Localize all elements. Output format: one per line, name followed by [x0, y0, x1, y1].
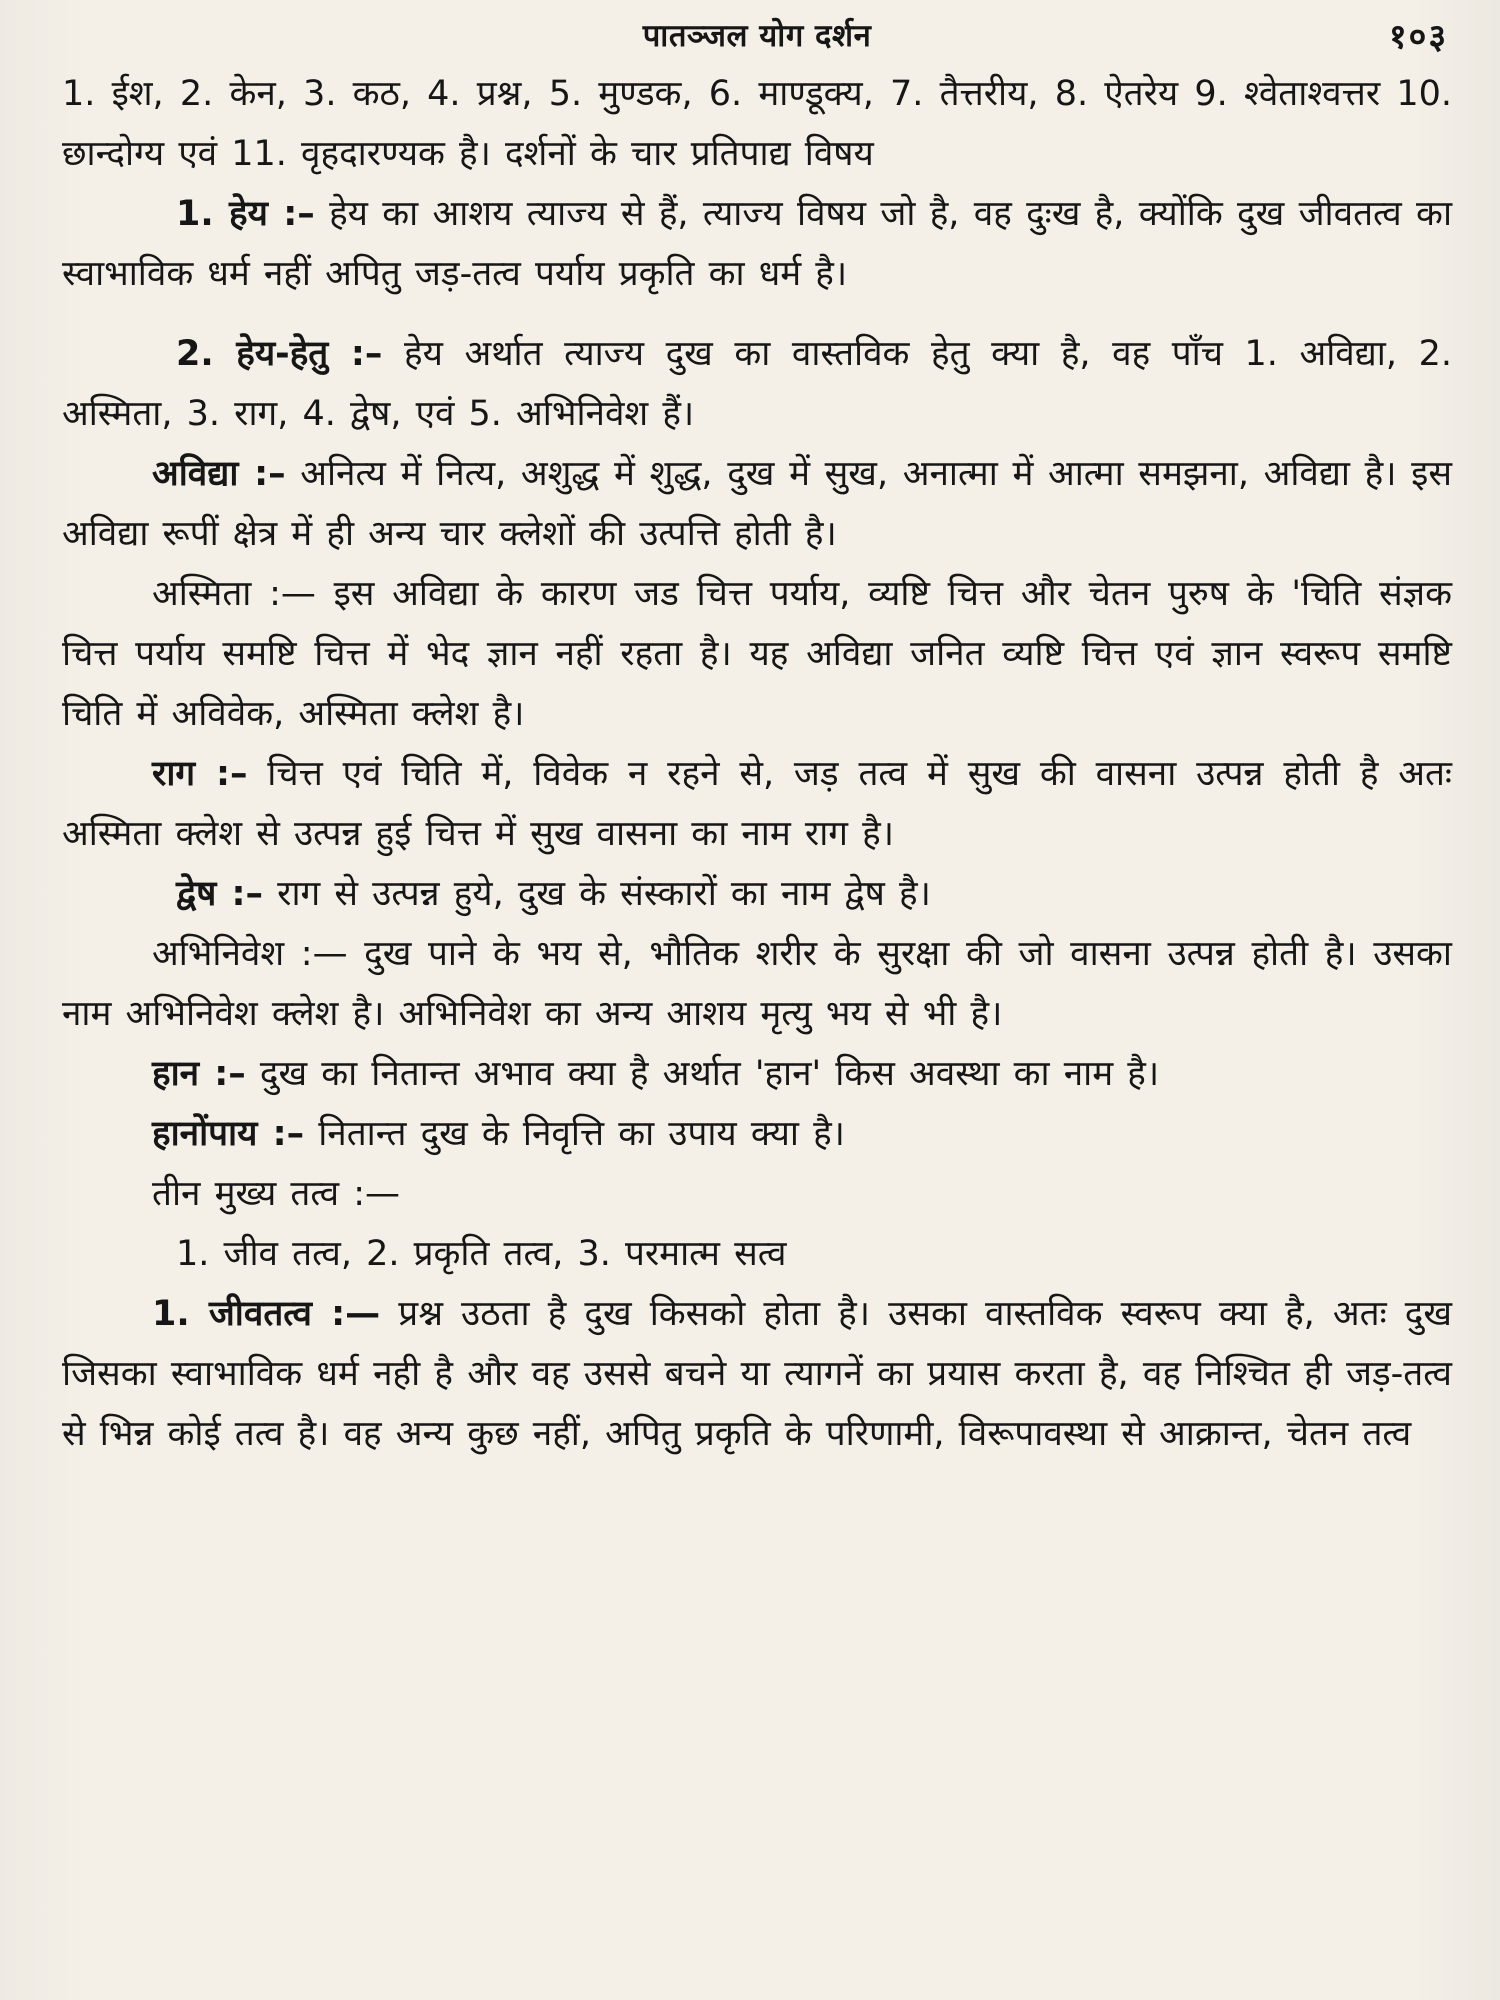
paragraph-three-tattva-heading	[62, 1164, 1452, 1224]
paragraph-text: तीन मुख्य तत्व :—	[152, 1174, 400, 1214]
paragraph-avidya	[62, 444, 1452, 564]
paragraph-haanopay	[62, 1104, 1452, 1164]
paragraph-asmita	[62, 564, 1452, 744]
paragraph-text: अनित्य में नित्य, अशुद्ध में शुद्ध, दुख में सुख, अनात्मा में आत्मा समझना, अविद्या है। इस अविद्या रूपीं क्षेत्र में ही अन्य चार क्लेशों की उत्पत्ति होती है।	[62, 454, 1452, 554]
paragraph-raga	[62, 744, 1452, 864]
paragraph-text: प्रश्न उठता है दुख किसको होता है। उसका वास्तविक स्वरूप क्या है, अतः दुख जिसका स्वाभाविक धर्म नही है और वह उससे बचने या त्यागनें का प्रयास करता है, वह निश्चित ही जड़-तत्व से भिन्न कोई तत्व है। वह अन्य कुछ नहीं, अपितु प्रकृति के परिणामी, विरूपावस्था से आक्रान्त, चेतन तत्व	[62, 1294, 1452, 1454]
paragraph-upanishad-list	[62, 64, 1452, 184]
paragraph-text: राग से उत्पन्न हुये, दुख के संस्कारों का नाम द्वेष है।	[263, 874, 931, 914]
paragraph-term: द्वेष :–	[176, 874, 264, 914]
paragraph-term: राग :–	[152, 754, 248, 794]
paragraph-text: हेय अर्थात त्याज्य दुख का वास्तविक हेतु क्या है, वह पाँच 1. अविद्या, 2. अस्मिता, 3. राग, 4. द्वेष, एवं 5. अभिनिवेश हैं।	[62, 334, 1452, 434]
paragraph-text: 1. ईश, 2. केन, 3. कठ, 4. प्रश्न, 5. मुण्डक, 6. माण्डूक्य, 7. तैत्तरीय, 8. ऐतरेय 9. श्वेताश्वत्तर 10. छान्दोग्य एवं 11. वृहदारण्यक है। दर्शनों के चार प्रतिपाद्य विषय	[62, 74, 1452, 174]
paragraph-abhinivesha	[62, 924, 1452, 1044]
paragraph-text: दुख का नितान्त अभाव क्या है अर्थात 'हान' किस अवस्था का नाम है।	[245, 1054, 1160, 1094]
paragraph-text: हेय का आशय त्याज्य से हैं, त्याज्य विषय जो है, वह दुःख है, क्योंकि दुख जीवतत्व का स्वाभाविक धर्म नहीं अपितु जड़-तत्व पर्याय प्रकृति का धर्म है।	[62, 194, 1453, 294]
running-title: पातञ्जल योग दर्शन	[642, 18, 872, 54]
paragraph-text: नितान्त दुख के निवृत्ति का उपाय क्या है।	[304, 1114, 845, 1154]
paragraph-heya	[62, 184, 1452, 304]
paragraph-haan	[62, 1044, 1452, 1104]
paragraph-text: अस्मिता :— इस अविद्या के कारण जड चित्त पर्याय, व्यष्टि चित्त और चेतन पुरुष के 'चिति संज्ञक चित्त पर्याय समष्टि चित्त में भेद ज्ञान नहीं रहता है। यह अविद्या जनित व्यष्टि चित्त एवं ज्ञान स्वरूप समष्टि चिति में अविवेक, अस्मिता क्लेश है।	[62, 574, 1452, 734]
paragraph-text: अभिनिवेश :— दुख पाने के भय से, भौतिक शरीर के सुरक्षा की जो वासना उत्पन्न होती है। उसका नाम अभिनिवेश क्लेश है। अभिनिवेश का अन्य आशय मृत्यु भय से भी है।	[62, 934, 1452, 1034]
paragraph-term: 2. हेय-हेतु :–	[176, 334, 383, 374]
paragraph-heya-hetu	[62, 324, 1452, 444]
paragraph-term: 1. जीवतत्व :—	[152, 1294, 381, 1334]
page-body	[62, 64, 1452, 1464]
page-header	[62, 0, 1452, 64]
paragraph-jeevatattva	[62, 1284, 1452, 1464]
paragraph-text: 1. जीव तत्व, 2. प्रकृति तत्व, 3. परमात्म सत्व	[176, 1234, 787, 1274]
paragraph-dvesha	[62, 864, 1452, 924]
paragraph-term: 1. हेय :–	[176, 194, 315, 234]
paragraph-three-tattva-list	[62, 1224, 1452, 1284]
paragraph-term: हान :–	[152, 1054, 246, 1094]
paragraph-text: चित्त एवं चिति में, विवेक न रहने से, जड़ तत्व में सुख की वासना उत्पन्न होती है अतः अस्मिता क्लेश से उत्पन्न हुई चित्त में सुख वासना का नाम राग है।	[62, 754, 1452, 854]
paragraph-term: अविद्या :–	[152, 454, 286, 494]
page-number: १०३	[1388, 17, 1448, 57]
paragraph-term: हानोंपाय :–	[152, 1114, 305, 1154]
